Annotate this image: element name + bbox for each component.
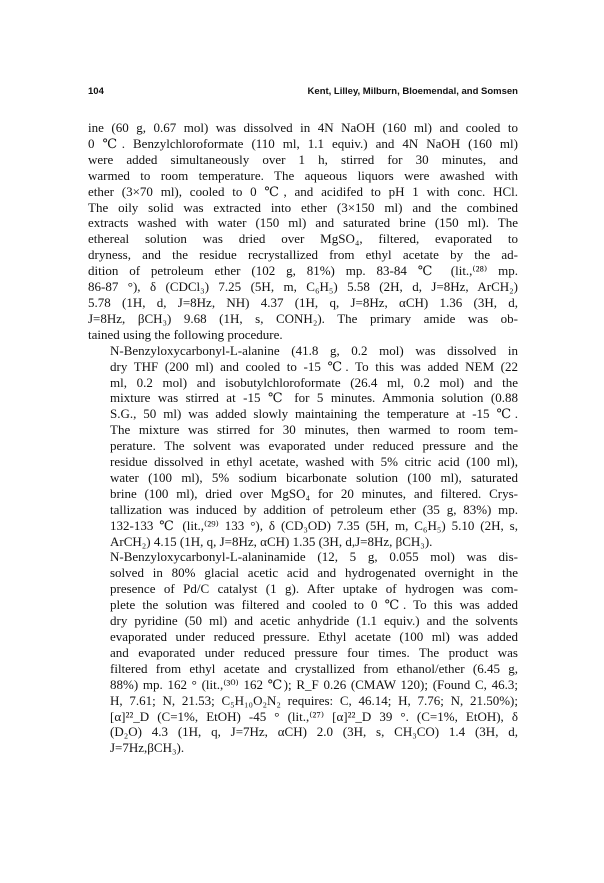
page-number: 104 [88,86,104,97]
text-line: presence of Pd/C catalyst (1 g). After uptake of hydrogen was com- [110,581,518,597]
text-line: extracts washed with water (150 ml) and saturated brine (150 ml). The [88,215,518,231]
text-line: 132-133 ℃ (lit.,⁽²⁹⁾ 133 °), δ (CD₃OD) 7.35 (5H, m, C₆H₅) 5.10 (2H, s, [110,517,518,533]
text-line: warmed to room temperature. The aqueous liquors were awashed with [88,167,518,183]
text-line: N-Benzyloxycarbonyl-L-alaninamide (12, 5 g, 0.055 mol) was dis- [110,549,518,565]
text-line: The mixture was stirred for 30 minutes, then warmed to room tem- [110,422,518,438]
text-line: were added simultaneously over 1 h, stirred for 30 minutes, and [88,151,518,167]
text-line: dry pyridine (50 ml) and acetic anhydride (1.1 equiv.) and the solvents [110,613,518,629]
text-line: filtered from ethyl acetate and crystallized from ethanol/ether (6.45 g, [110,660,518,676]
text-line: dition of petroleum ether (102 g, 81%) mp. 83-84 ℃ (lit.,⁽²⁸⁾ mp. [88,263,518,279]
running-head: Kent, Lilley, Milburn, Bloemendal, and Somsen [307,86,518,97]
text-line: ethereal solution was dried over MgSO₄, filtered, evaporated to [88,231,518,247]
text-line: tallization was induced by addition of petroleum ether (35 g, 83%) mp. [110,501,518,517]
text-line: ml, 0.2 mol) and isobutylchloroformate (26.4 ml, 0.2 mol) and the [110,374,518,390]
text-line: water (100 ml), 5% sodium bicarbonate solution (100 ml), saturated [110,469,518,485]
text-line: tained using the following procedure. [88,326,283,342]
text-line: 0 ℃. Benzylchloroformate (110 ml, 1.1 equiv.) and 4N NaOH (160 ml) [88,135,518,151]
text-line: and evaporated under reduced pressure four times. The product was [110,644,518,660]
text-line: S.G., 50 ml) was added slowly maintaining the temperature at -15 ℃. [110,406,518,422]
text-line: J=7Hz,βCH₃). [110,740,185,756]
text-line: (D₂O) 4.3 (1H, q, J=7Hz, αCH) 2.0 (3H, s, CH₃CO) 1.4 (3H, d, [110,724,518,740]
text-line: dryness, and the residue recrystallized from ethyl acetate by the ad- [88,247,518,263]
text-line: ArCH₂) 4.15 (1H, q, J=8Hz, αCH) 1.35 (3H, d,J=8Hz, βCH₃). [110,533,433,549]
text-line: evaporated under reduced pressure. Ethyl acetate (100 ml) was added [110,629,518,644]
text-line: perature. The solvent was evaporated under reduced pressure and the [110,438,518,454]
text-line: H, 7.61; N, 21.53; C₅H₁₀O₂N₂ requires: C, 46.14; H, 7.76; N, 21.50%); [110,692,518,708]
text-line: residue dissolved in ethyl acetate, washed with 5% citric acid (100 ml), [110,454,518,470]
text-line: 86-87 °), δ (CDCl₃) 7.25 (5H, m, C₆H₅) 5.58 (2H, d, J=8Hz, ArCH₂) [88,279,518,295]
paragraph [88,120,518,343]
text-line: brine (100 ml), dried over MgSO₄ for 20 minutes, and filtered. Crys- [110,485,518,501]
text-line: J=8Hz, βCH₃) 9.68 (1H, s, CONH₂). The primary amide was ob- [88,310,518,326]
text-line: [α]²²_D (C=1%, EtOH) -45 ° (lit.,⁽²⁷⁾ [α]²²_D 39 °. (C=1%, EtOH), δ [110,708,518,724]
text-line: ine (60 g, 0.67 mol) was dissolved in 4N NaOH (160 ml) and cooled to [88,120,518,135]
page-header [88,86,518,102]
text-line: The oily solid was extracted into ether (3×150 ml) and the combined [88,199,518,215]
body-text [88,120,518,756]
text-line: dry THF (200 ml) and cooled to -15 ℃. To this was added NEM (22 [110,358,518,374]
text-line: 5.78 (1H, d, J=8Hz, NH) 4.37 (1H, q, J=8Hz, αCH) 1.36 (3H, d, [88,294,518,310]
text-line: mixture was stirred at -15 ℃ for 5 minutes. Ammonia solution (0.88 [110,390,518,406]
text-line: 88%) mp. 162 ° (lit.,⁽³⁰⁾ 162 ℃); R_F 0.26 (CMAW 120); (Found C, 46.3; [110,676,518,692]
text-line: N-Benzyloxycarbonyl-L-alanine (41.8 g, 0.2 mol) was dissolved in [110,342,518,358]
paragraph [88,549,518,756]
text-line: solved in 80% glacial acetic acid and hydrogenated overnight in the [110,565,518,581]
text-line: ether (3×70 ml), cooled to 0 ℃, and acidifed to pH 1 with conc. HCl. [88,183,518,199]
text-line: plete the solution was filtered and cooled to 0 ℃. To this was added [110,597,518,613]
paragraph [88,343,518,550]
